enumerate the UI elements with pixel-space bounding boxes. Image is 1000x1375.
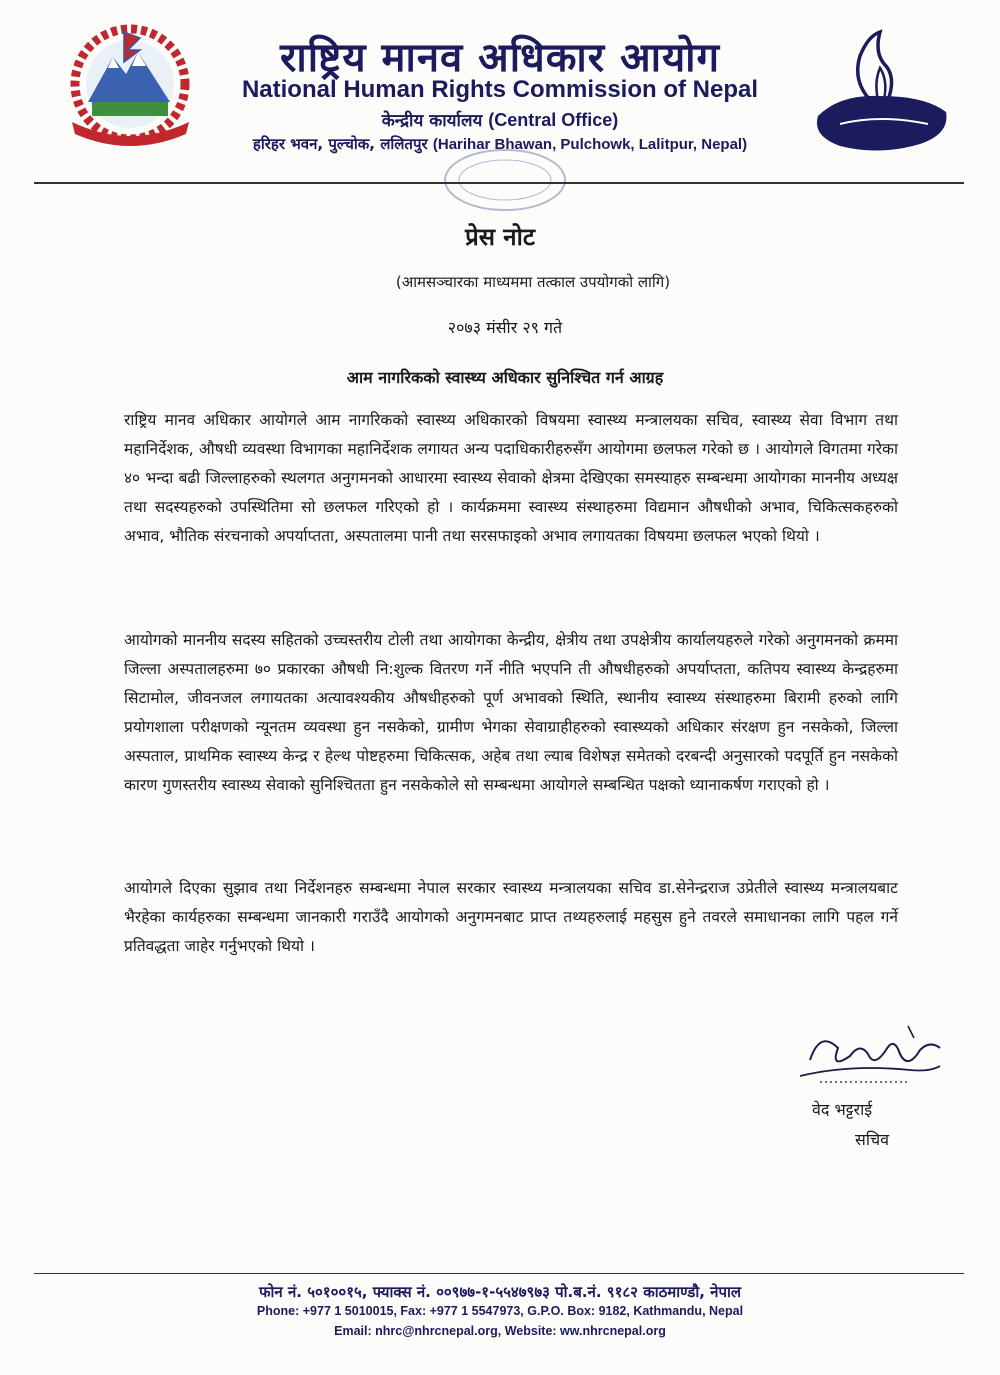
org-name-english: National Human Rights Commission of Nepal — [241, 76, 759, 103]
nhrc-logo-icon — [800, 24, 960, 159]
footer-contact-nepali: फोन नं. ५०१००१५, फ्याक्स नं. ००९७७-१-५५४७९७३ पो.ब.नं. ९१८२ काठमाण्डौ, नेपाल — [258, 1283, 742, 1301]
nepal-emblem-icon — [58, 22, 203, 152]
document-headline: आम नागरिकको स्वास्थ्य अधिकार सुनिश्चित गर्न आग्रह — [346, 368, 664, 387]
footer-divider — [34, 1273, 964, 1274]
address-english: (Harihar Bhawan, Pulchowk, Lalitpur, Nepal) — [432, 136, 748, 153]
signature-scribble — [790, 1020, 950, 1095]
org-name-nepali: राष्ट्रिय मानव अधिकार आयोग — [279, 35, 721, 81]
body-paragraph-3: आयोगले दिएका सुझाव तथा निर्देशनहरु सम्बन्धमा नेपाल सरकार स्वास्थ्य मन्त्रालयका सचिव डा.सेनेन्द्रराज उप्रेतीले स्वास्थ्य मन्त्रालयबाट भैरहेका कार्यहरुका सम्बन्धमा जानकारी गराउँदै आयोगको अनुगमनबाट प्राप्त तथ्यहरुलाई महसुस हुने तवरले समाधानका लागि पहल गर्ने प्रतिवद्धता जाहेर गर्नुभएको थियो । — [124, 879, 898, 955]
document-subtitle: (आमसञ्चारका माध्यममा तत्काल उपयोगको लागि) — [395, 273, 671, 291]
document-date: २०७३ मंसीर २९ गते — [447, 318, 563, 337]
office-line — [215, 108, 785, 131]
address-nepali: हरिहर भवन, पुल्चोक, ललितपुर — [252, 135, 428, 153]
header-divider — [34, 182, 964, 184]
office-english: (Central Office) — [488, 110, 619, 130]
footer-contact-english: Phone: +977 1 5010015, Fax: +977 1 5547973, G.P.O. Box: 9182, Kathmandu, Nepal — [256, 1304, 744, 1318]
document-title: प्रेस नोट — [465, 223, 535, 251]
footer-email-website: Email: nhrc@nhrcnepal.org, Website: ww.nhrcnepal.org — [334, 1324, 666, 1338]
body-paragraph-1: राष्ट्रिय मानव अधिकार आयोगले आम नागरिकको स्वास्थ्य अधिकारको विषयमा स्वास्थ्य मन्त्रालयका सचिव, स्वास्थ्य सेवा विभाग तथा महानिर्देशक, औषधी व्यवस्था विभागका महानिर्देशक लगायत अन्य पदाधिकारीहरुसँग आयोगमा छलफल गरेको छ । आयोगले विगतमा गरेका ४० भन्दा बढी जिल्लाहरुको स्थलगत अनुगमनको आधारमा स्वास्थ्य सेवाको क्षेत्रमा देखिएका समस्याहरु सम्बन्धमा आयोगका माननीय अध्यक्ष तथा सदस्यहरुको उपस्थितिमा सो छलफल गरिएको हो । कार्यक्रममा स्वास्थ्य संस्थाहरुमा विद्यमान औषधीको अभाव, चिकित्सकहरुको अभाव, भौतिक संरचनाको अपर्याप्तता, अस्पतालमा पानी तथा सरसफाइको अभाव लगायतका विषयमा छलफल भएको थियो । — [124, 411, 898, 545]
office-stamp-icon — [440, 145, 570, 215]
signatory-designation: सचिव — [855, 1130, 890, 1149]
office-nepali: केन्द्रीय कार्यालय — [381, 111, 483, 131]
signatory-name: वेद भट्टराई — [812, 1100, 873, 1119]
body-paragraph-2: आयोगको माननीय सदस्य सहितको उच्चस्तरीय टोली तथा आयोगका केन्द्रीय, क्षेत्रीय तथा उपक्षेत्रीय कार्यालयहरुले गरेको अनुगमनको क्रममा जिल्ला अस्पतालहरुमा ७० प्रकारका औषधी नि:शुल्क वितरण गर्ने नीति भएपनि ती औषधीहरुको अपर्याप्तता, कतिपय स्वास्थ्य केन्द्रहरुमा सिटामोल, जीवनजल लगायतका अत्यावश्यकीय औषधीहरुको पूर्ण अभावको स्थिति, स्थानीय स्वास्थ्य संस्थाहरुमा बिरामी हरुको लागि प्रयोगशाला परीक्षणको न्यूनतम व्यवस्था हुन नसकेको, ग्रामीण भेगका सेवाग्राहीहरुको स्वास्थ्यको अधिकार संरक्षण हुन नसकेको, जिल्ला अस्पताल, प्राथमिक स्वास्थ्य केन्द्र र हेल्थ पोष्टहरुमा चिकित्सक, अहेब तथा ल्याब विशेषज्ञ समेतको दरबन्दी अनुसारको पदपूर्ति हुन नसकेको कारण गुणस्तरीय स्वास्थ्य सेवाको सुनिश्चितता हुन नसकेकोले सो सम्बन्धमा आयोगले सम्बन्धित पक्षको ध्यानाकर्षण गराएको हो । — [124, 631, 898, 794]
